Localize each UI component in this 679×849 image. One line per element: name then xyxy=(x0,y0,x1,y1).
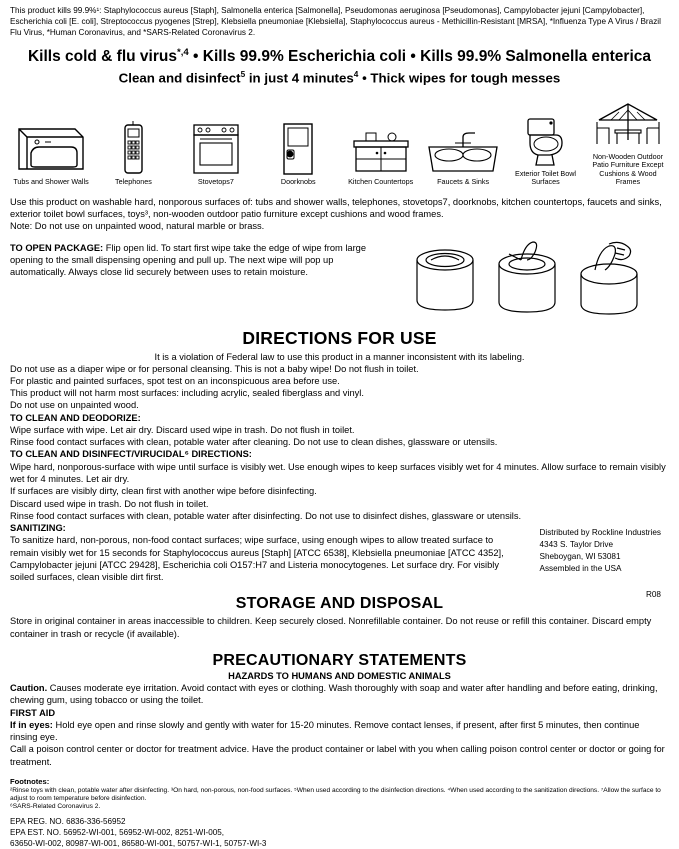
caution-text: Causes moderate eye irritation. Avoid contact with eyes or clothing. Wash thoroughly with soap and water after handling and before eating, drinking, chewing gum, using tobacco or using the toilet. xyxy=(10,683,658,706)
faucet-sink-icon xyxy=(425,123,501,175)
footnotes-line: ²Rinse toys with clean, potable water after disinfecting. ³On hard, non-porous, non-food surfaces. ⁵When used according to the disinfection directions. ⁴When used according to the sanitization directions. ⁷Allow the surface to adjust to room temperature before disinfection. xyxy=(10,786,661,803)
distributor-line: Sheboygan, WI 53081 xyxy=(539,551,621,561)
headline-line-2: Clean and disinfect$^5$ in just 4 minutes$^4$ • Thick wipes for tough messes xyxy=(118,69,561,85)
clean-deodorize-line: Wipe surface with wipe. Let air dry. Discard used wipe in trash. Do not flush in toilet. xyxy=(10,424,355,435)
epa-registration-block xyxy=(10,817,669,849)
open-package-title: TO OPEN PACKAGE: xyxy=(10,242,104,253)
icon-cell-tub xyxy=(12,123,90,186)
use-note-text: Note: Do not use on unpainted wood, natural marble or brass. xyxy=(10,221,265,232)
surface-icon-row xyxy=(10,98,669,186)
icon-label: Telephones xyxy=(115,177,152,187)
epa-reg-no: EPA REG. NO. 6836-336-56952 xyxy=(10,816,126,826)
directions-bullet: Do not use as a diaper wipe or for personal cleansing. This is not a baby wipe! Do not flush in toilet. xyxy=(10,363,419,374)
icon-cell-faucet-sink xyxy=(424,123,502,186)
clean-deodorize-title: TO CLEAN AND DEODORIZE: xyxy=(10,412,141,423)
directions-bullet: Do not use on unpainted wood. xyxy=(10,400,139,411)
package-opening-illustration xyxy=(409,240,645,314)
stovetop-icon xyxy=(188,123,244,175)
sanitizing-title: SANITIZING: xyxy=(10,523,66,534)
open-package-text xyxy=(10,242,388,279)
distributor-line: Assembled in the USA xyxy=(539,563,622,573)
clean-deodorize-line: Rinse food contact surfaces with clean, potable water after cleaning. Do not use to clean dishes, glassware or utensils. xyxy=(10,437,498,448)
icon-cell-countertop xyxy=(342,123,420,186)
precautionary-heading: PRECAUTIONARY STATEMENTS xyxy=(212,651,467,669)
if-in-eyes-text: Hold eye open and rinse slowly and gently with water for 15-20 minutes. Remove contact lenses, if present, after first 5 minutes, then continue rinsing eye. xyxy=(10,719,640,743)
icon-cell-patio-furniture xyxy=(589,98,667,186)
open-package-section xyxy=(10,242,669,316)
icon-label: Faucets & Sinks xyxy=(437,177,490,187)
icon-cell-toilet xyxy=(507,115,585,187)
icon-label: Non-Wooden Outdoor Patio Furniture Except Cushions & Wood Frames xyxy=(592,152,664,187)
telephone-icon xyxy=(113,123,153,175)
poison-control-text: Call a poison control center or doctor for treatment advice. Have the product container or label with you when calling poison control center or doctor or going for treatment. xyxy=(10,744,665,767)
kills-claims-paragraph: This product kills 99.9%¹: Staphylococcus aureus [Staph], Salmonella enterica [Salmonella], Pseudomonas aeruginosa [Pseudomonas], Campylobacter jejuni [Campylobacter], Escherichia coli [E. coli], Streptococcus pyogenes [Strep], Klebsiella pneumoniae [Klebsiella], Staphylococcus aureus - Methicillin-Resistant [MRSA], *Influenza Type A Virus / Brazil Flu Virus, *Human Coronavirus, and *SARS-Related Coronavirus 2. xyxy=(10,6,661,37)
tub-shower-icon xyxy=(15,123,87,175)
headline-block xyxy=(10,47,669,86)
directions-heading: DIRECTIONS FOR USE xyxy=(242,327,437,348)
icon-label: Kitchen Countertops xyxy=(348,177,414,187)
storage-heading: STORAGE AND DISPOSAL xyxy=(235,595,444,613)
icon-label: Tubs and Shower Walls xyxy=(13,177,89,187)
epa-est-no-line: 63650-WI-002, 80987-WI-001, 86580-WI-001, 50757-WI-1, 50757-WI-3 xyxy=(10,838,267,848)
storage-text: Store in original container in areas inaccessible to children. Keep securely closed. Nonrefillable container. Do not reuse or refill this container. Discard empty container in trash or recycle (if available). xyxy=(10,616,652,639)
footnotes-title: Footnotes: xyxy=(10,776,50,786)
open-package-body: Flip open lid. To start first wipe take the edge of wipe from large opening to the small dispensing opening and pull up. The next wipe will pop up automatically. Always close lid securely between uses to retain moisture. xyxy=(10,242,367,278)
icon-cell-telephone xyxy=(94,123,172,186)
directions-bullet: This product will not harm most surfaces: including acrylic, sealed fiberglass and vinyl. xyxy=(10,388,364,399)
patio-furniture-icon xyxy=(591,98,665,150)
directions-bullet: For plastic and painted surfaces, spot test on an inconspicuous area before use. xyxy=(10,375,340,386)
clean-disinfect-line: Wipe hard, nonporous-surface with wipe until surface is visibly wet. Use enough wipes to keep surfaces visibly wet for 4 minutes. Allow surface to remain visibly wet for 4 minutes. Let air dry. xyxy=(10,461,666,485)
distributor-block xyxy=(539,527,661,575)
kitchen-countertop-icon xyxy=(350,123,412,175)
footnotes-line: ⁶SARS-Related Coronavirus 2. xyxy=(10,803,101,811)
sanitizing-text: To sanitize hard, non-porous, non-food contact surfaces; wipe surface, using enough wipes to allow treated surface to remain visibly wet for 15 seconds for Staphylococcus aureus [Staph] [ATCC 6538], Klebsiella pneumoniae [ATCC 4352], Campylobacter jejuni [ATCC 29428], Escherichia coli O157:H7 and Listeria monocytogenes. Let surface dry. For visibly soiled surfaces, clean visible dirt first. xyxy=(10,535,504,583)
icon-label: Stovetops7 xyxy=(197,177,234,187)
icon-cell-stovetop xyxy=(177,123,255,186)
caution-label: Caution. xyxy=(10,683,48,694)
clean-disinfect-line: Rinse food contact surfaces with clean, potable water after disinfecting. Do not use to disinfect dishes, glassware or utensils. xyxy=(10,510,522,521)
icon-cell-doorknob xyxy=(259,123,337,186)
footnotes-block xyxy=(10,777,669,812)
caution-paragraph xyxy=(10,682,669,707)
if-in-eyes-paragraph xyxy=(10,719,669,744)
hazards-subheading: HAZARDS TO HUMANS AND DOMESTIC ANIMALS xyxy=(228,670,451,681)
distributor-line: 4343 S. Taylor Drive xyxy=(539,539,614,549)
if-in-eyes-label: If in eyes: xyxy=(10,719,53,730)
federal-law-statement: It is a violation of Federal law to use this product in a manner inconsistent with its labeling. xyxy=(154,351,525,362)
clean-disinfect-line: If surfaces are visibly dirty, clean first with another wipe before disinfecting. xyxy=(10,486,317,497)
revision-code: R08 xyxy=(645,590,661,599)
clean-disinfect-line: Discard used wipe in trash. Do not flush in toilet. xyxy=(10,498,209,509)
icon-label: Exterior Toilet Bowl Surfaces xyxy=(515,168,577,187)
toilet-icon xyxy=(522,115,570,167)
first-aid-title: FIRST AID xyxy=(10,707,56,718)
headline-line-1: Kills cold & flu virus$^{*,4}$ • Kills 99.9% Escherichia coli • Kills 99.9% Salmonella enterica xyxy=(27,47,652,66)
distributor-line: Distributed by Rockline Industries xyxy=(539,528,661,537)
clean-disinfect-title: TO CLEAN AND DISINFECT/VIRUCIDAL⁶ DIRECTIONS: xyxy=(10,449,252,460)
epa-est-no-line: EPA EST. NO. 56952-WI-001, 56952-WI-002, 8251-WI-005, xyxy=(10,827,224,837)
use-on-surfaces-text: Use this product on washable hard, nonporous surfaces of: tubs and shower walls, telephones, stovetops7, doorknobs, kitchen countertops, faucets and sinks, exterior toilet bowl surfaces, toys³, non-wooden outdoor patio furniture except cushions and wood frames. xyxy=(10,197,662,220)
doorknob-icon xyxy=(276,123,320,175)
icon-label: Doorknobs xyxy=(280,177,316,187)
